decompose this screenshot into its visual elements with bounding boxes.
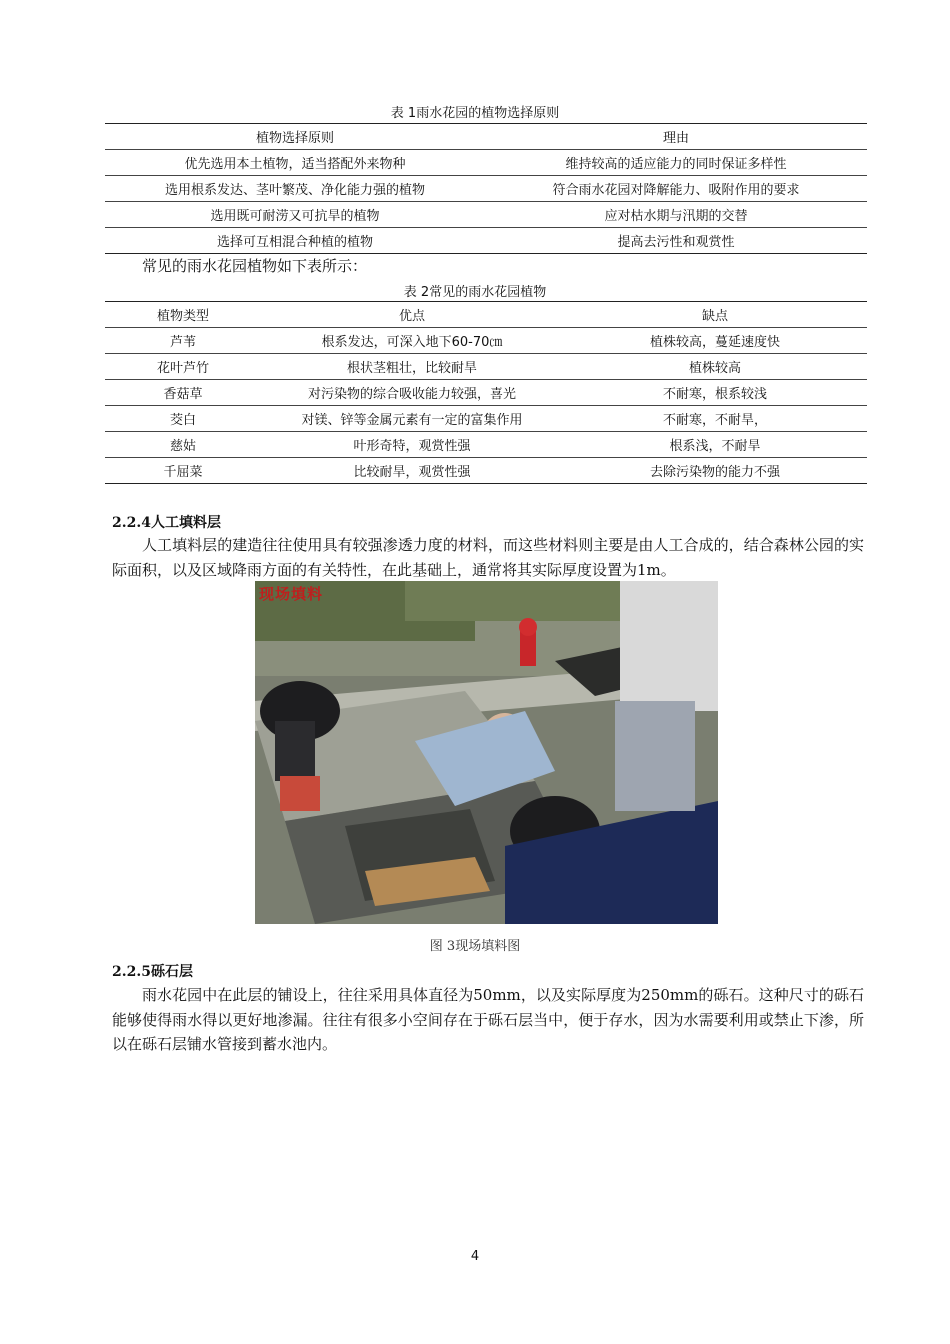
table2-cell: 不耐寒，不耐旱， xyxy=(563,406,867,432)
table2-cell: 去除污染物的能力不强 xyxy=(563,458,867,484)
photo-illustration xyxy=(255,581,718,924)
table2-header-type: 植物类型 xyxy=(105,302,261,328)
table-row xyxy=(105,202,867,228)
table2-cell: 千屈菜 xyxy=(105,458,261,484)
section-heading-225: 2.2.5砾石层 xyxy=(112,964,193,980)
page-number: 4 xyxy=(470,1249,480,1264)
table2-cell: 对镁、锌等金属元素有一定的富集作用 xyxy=(261,406,563,432)
table2-cell: 不耐寒，根系较浅 xyxy=(563,380,867,406)
section-224-paragraph: 人工填料层的建造往往使用具有较强渗透力度的材料，而这些材料则主要是由人工合成的，结合森林公园的实际面积，以及区域降雨方面的有关特性，在此基础上，通常将其实际厚度设置为1m。 xyxy=(112,536,864,579)
table-row xyxy=(105,354,867,380)
table2-cell: 叶形奇特，观赏性强 xyxy=(261,432,563,458)
table-row xyxy=(105,458,867,484)
table2-cell: 比较耐旱，观赏性强 xyxy=(261,458,563,484)
table1-header-reason: 理由 xyxy=(485,124,867,150)
table1-header-row xyxy=(105,124,867,150)
table1-caption: 表 1雨水花园的植物选择原则 xyxy=(390,106,560,121)
table2-cell: 对污染物的综合吸收能力较强，喜光 xyxy=(261,380,563,406)
table2-header-row xyxy=(105,302,867,328)
section-225-paragraph: 雨水花园中在此层的铺设上，往往采用具体直径为50mm，以及实际厚度为250mm的砾石。这种尺寸的砾石能够使得雨水得以更好地渗漏。往往有很多小空间存在于砾石层当中，便于存水，因为水需要利用或禁止下渗，所以在砾石层铺水管接到蓄水池内。 xyxy=(112,986,864,1053)
table2-cell: 慈姑 xyxy=(105,432,261,458)
table1-cell: 符合雨水花园对降解能力、吸附作用的要求 xyxy=(485,176,867,202)
table2-cell: 植株较高，蔓延速度快 xyxy=(563,328,867,354)
table2-cell: 香菇草 xyxy=(105,380,261,406)
table1-header-principle: 植物选择原则 xyxy=(105,124,485,150)
table-row xyxy=(105,328,867,354)
table2-cell: 根系浅，不耐旱 xyxy=(563,432,867,458)
table-row xyxy=(105,432,867,458)
table1 xyxy=(105,123,867,254)
table-row xyxy=(105,176,867,202)
table-row xyxy=(105,228,867,254)
table-row xyxy=(105,150,867,176)
photo-stamp-text: 现场填料 xyxy=(259,585,324,603)
site-filling-photo xyxy=(255,581,718,924)
table2-cell: 茭白 xyxy=(105,406,261,432)
figure-caption: 图 3现场填料图 xyxy=(429,939,521,954)
section-heading-224: 2.2.4人工填料层 xyxy=(112,515,221,531)
table2-cell: 植株较高 xyxy=(563,354,867,380)
intro-paragraph: 常见的雨水花园植物如下表所示： xyxy=(142,257,368,275)
table1-cell: 提高去污性和观赏性 xyxy=(485,228,867,254)
table1-cell: 选用根系发达、茎叶繁茂、净化能力强的植物 xyxy=(105,176,485,202)
table2 xyxy=(105,301,867,484)
table2-header-cons: 缺点 xyxy=(563,302,867,328)
table1-cell: 选用既可耐涝又可抗旱的植物 xyxy=(105,202,485,228)
table-row xyxy=(105,406,867,432)
table2-cell: 根系发达，可深入地下60-70㎝ xyxy=(261,328,563,354)
table1-cell: 应对枯水期与汛期的交替 xyxy=(485,202,867,228)
table2-cell: 根状茎粗壮，比较耐旱 xyxy=(261,354,563,380)
table-row xyxy=(105,380,867,406)
table1-cell: 优先选用本土植物，适当搭配外来物种 xyxy=(105,150,485,176)
table2-cell: 花叶芦竹 xyxy=(105,354,261,380)
table1-cell: 选择可互相混合种植的植物 xyxy=(105,228,485,254)
table1-cell: 维持较高的适应能力的同时保证多样性 xyxy=(485,150,867,176)
table2-caption: 表 2常见的雨水花园植物 xyxy=(403,285,547,300)
table2-header-pros: 优点 xyxy=(261,302,563,328)
table2-cell: 芦苇 xyxy=(105,328,261,354)
